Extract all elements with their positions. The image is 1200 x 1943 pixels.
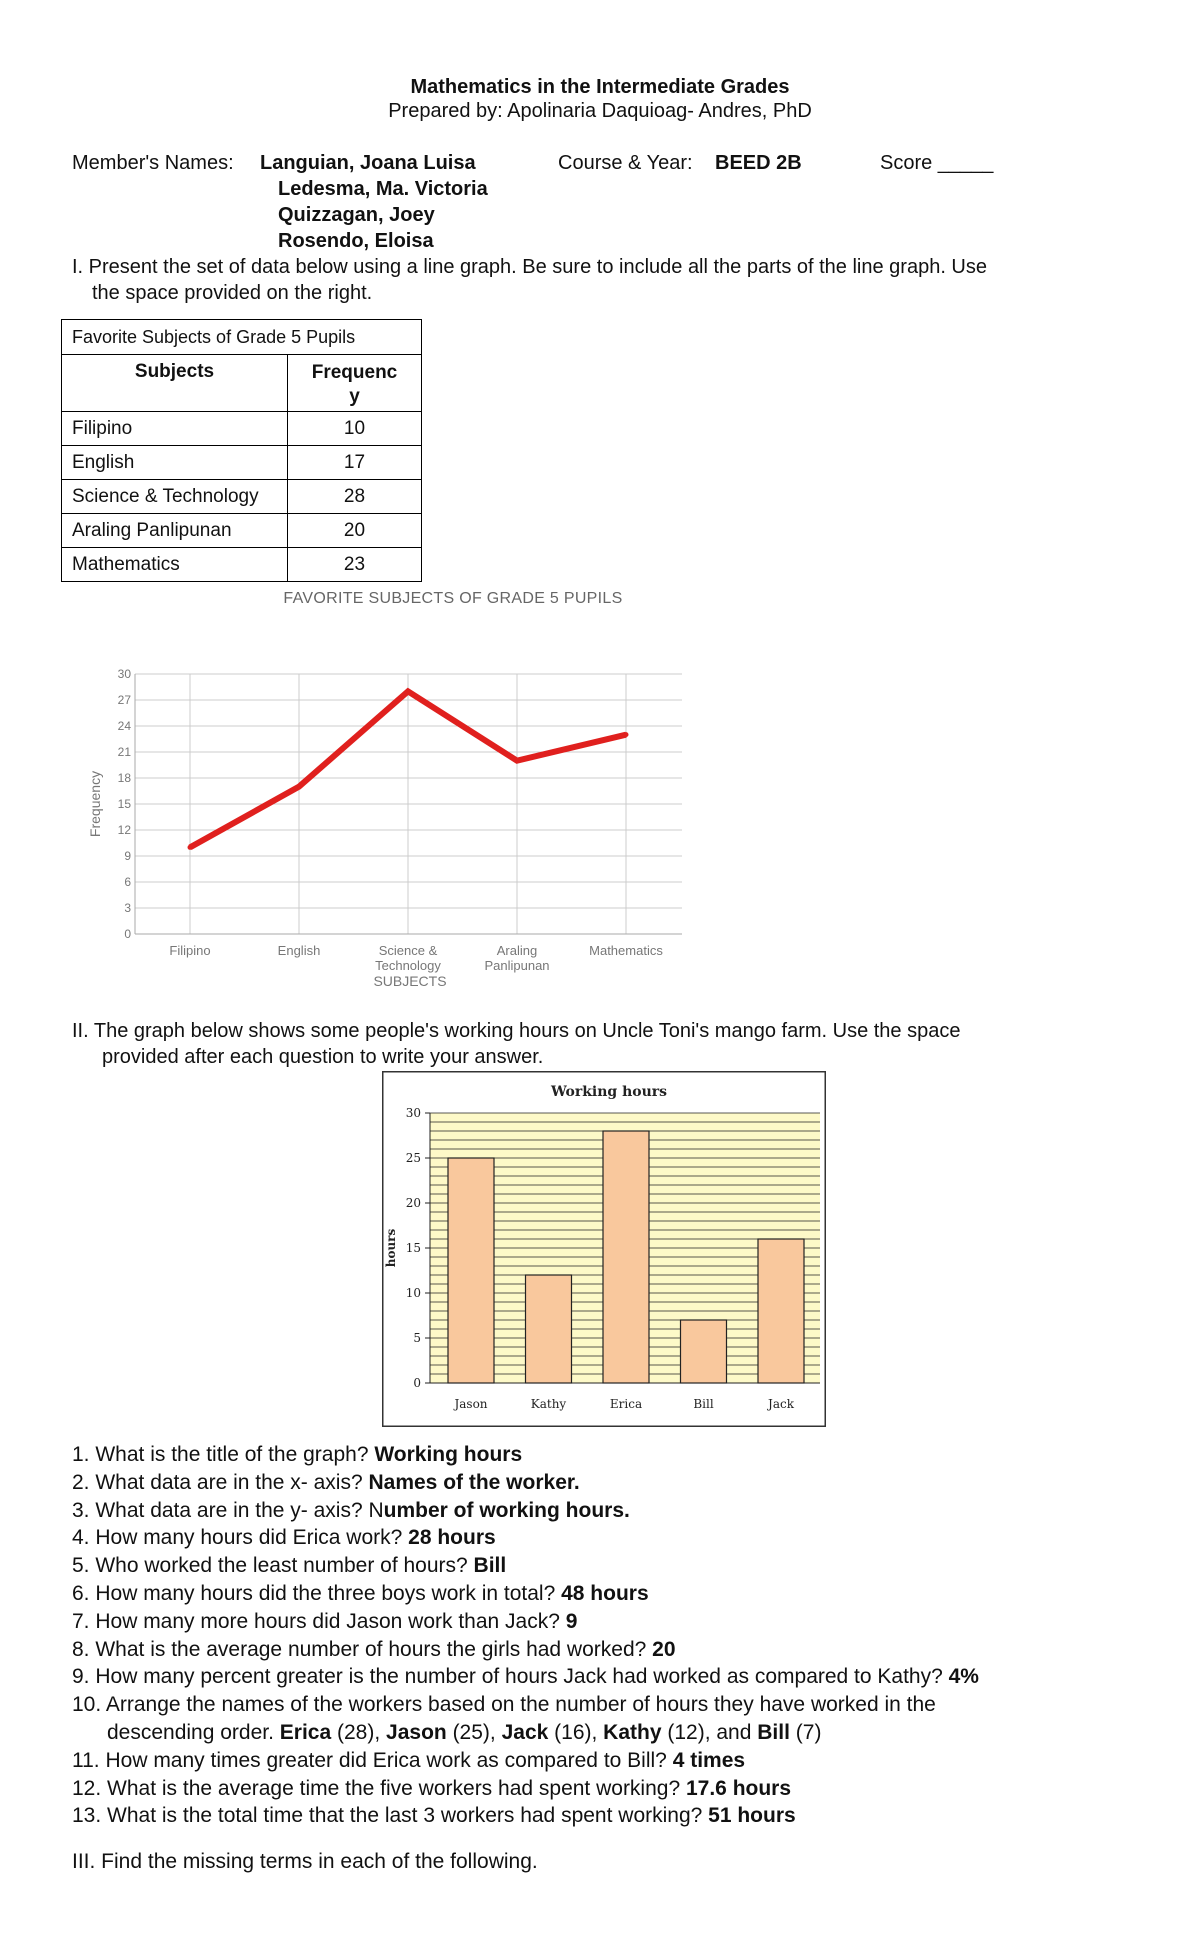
list-item [72, 1691, 1182, 1719]
answer-text: Bill [473, 1554, 507, 1578]
answer-value: (28), [331, 1720, 387, 1744]
list-item [72, 1441, 1182, 1469]
y-axis-label: hours [384, 1228, 398, 1268]
list-item [72, 1775, 1182, 1803]
bar [758, 1239, 804, 1383]
table-row [62, 514, 422, 548]
table-cell-frequency: 10 [288, 412, 422, 446]
part2-instruction-line1: II. The graph below shows some people's working hours on Uncle Toni's mango farm. Use the space [72, 1020, 961, 1042]
x-tick-label: Jason [454, 1397, 488, 1411]
answer-text: 4% [948, 1665, 979, 1689]
frequency-header-part1: Frequenc [311, 362, 398, 383]
answer-text: 17.6 hours [685, 1776, 792, 1800]
list-item [72, 1747, 1182, 1775]
y-tick-label: 15 [405, 1241, 421, 1255]
list-item [72, 1524, 1182, 1552]
answer-name: Jason [386, 1720, 447, 1744]
x-tick-label: Bill [693, 1397, 714, 1411]
y-tick-label: 0 [413, 1376, 421, 1390]
y-tick-label: 30 [117, 667, 131, 681]
y-tick-label: 0 [124, 927, 131, 941]
x-tick-label: Panlipunan [484, 958, 550, 973]
list-item [72, 1802, 1182, 1830]
question-text: 5. Who worked the least number of hours? [72, 1554, 474, 1578]
x-tick-label: Araling [496, 943, 538, 958]
table-cell-subject: Science & Technology [62, 480, 288, 514]
answer-value: (7) [789, 1720, 822, 1744]
table-header-frequency [288, 355, 422, 412]
table-cell-subject: English [62, 446, 288, 480]
question-list [72, 1441, 1182, 1830]
answer-text: Names of the worker. [368, 1470, 580, 1494]
table-cell-frequency: 23 [288, 548, 422, 582]
answer-text: 9 [565, 1609, 578, 1633]
bar-chart [382, 1071, 826, 1427]
course-label: Course & Year: [558, 152, 693, 174]
favorite-subjects-table [61, 319, 422, 582]
question-text: 1. What is the title of the graph? [72, 1443, 375, 1466]
bar [681, 1320, 727, 1383]
x-tick-label: Technology [375, 958, 441, 973]
y-tick-label: 12 [117, 823, 131, 837]
prepared-by: Prepared by: Apolinaria Daquioag- Andres, PhD [388, 100, 812, 122]
answer-name: Erica [279, 1720, 332, 1744]
members-label: Member's Names: [72, 152, 234, 174]
course-value: BEED 2B [715, 152, 802, 174]
question-text: 4. How many hours did Erica work? [72, 1526, 409, 1550]
question-text: 3. What data are in the y- axis? N [72, 1498, 384, 1522]
question-text: 11. How many times greater did Erica work as compared to Bill? [72, 1748, 673, 1772]
answer-text: 28 hours [408, 1526, 496, 1550]
answer-value: (25), [446, 1720, 502, 1744]
list-item-continuation [72, 1719, 1182, 1747]
table-row [62, 480, 422, 514]
member-name-1: Languian, Joana Luisa [260, 152, 476, 174]
y-tick-label: 20 [405, 1196, 421, 1210]
question-text: 9. How many percent greater is the number of hours Jack had worked as compared to Kathy? [72, 1665, 949, 1689]
bar [526, 1275, 572, 1383]
question-text: 10. Arrange the names of the workers based on the number of hours they have worked in the [72, 1693, 936, 1717]
x-tick-label: Kathy [530, 1397, 567, 1411]
answer-name: Kathy [603, 1720, 662, 1744]
y-tick-label: 30 [405, 1106, 421, 1120]
answer-text: 51 hours [708, 1804, 796, 1828]
member-name-2: Ledesma, Ma. Victoria [278, 178, 488, 200]
y-axis-label: Frequency [87, 770, 103, 838]
list-item [72, 1469, 1182, 1497]
question-text: 7. How many more hours did Jason work than Jack? [72, 1609, 566, 1633]
part2-instruction-line2: provided after each question to write your answer. [102, 1046, 544, 1068]
answer-name: Bill [757, 1720, 790, 1744]
line-chart-title: FAVORITE SUBJECTS OF GRADE 5 PUPILS [283, 590, 623, 607]
member-name-4: Rosendo, Eloisa [278, 230, 434, 252]
table-cell-frequency: 17 [288, 446, 422, 480]
table-cell-subject: Filipino [62, 412, 288, 446]
table-cell-frequency: 28 [288, 480, 422, 514]
list-item [72, 1608, 1182, 1636]
list-item [72, 1580, 1182, 1608]
x-tick-label: Erica [609, 1397, 643, 1411]
y-tick-label: 21 [117, 745, 131, 759]
bar [448, 1158, 494, 1383]
answer-value: (16), [548, 1720, 604, 1744]
y-tick-label: 15 [117, 797, 131, 811]
list-item [72, 1497, 1182, 1525]
table-row [62, 548, 422, 582]
question-text: 12. What is the average time the five workers had spent working? [72, 1776, 686, 1800]
x-tick-label: Mathematics [589, 943, 663, 958]
table-cell-subject: Mathematics [62, 548, 288, 582]
question-text: 8. What is the average number of hours the girls had worked? [72, 1637, 653, 1661]
line-chart [70, 650, 710, 990]
y-tick-label: 3 [124, 901, 131, 915]
bar-chart-title: Working hours [550, 1084, 668, 1100]
y-tick-label: 10 [405, 1286, 421, 1300]
y-tick-label: 6 [124, 875, 131, 889]
answer-prefix: descending order. [107, 1720, 280, 1744]
part1-instruction-line1: I. Present the set of data below using a line graph. Be sure to include all the parts of the line graph. Use [72, 256, 987, 278]
y-tick-label: 9 [124, 849, 131, 863]
list-item [72, 1636, 1182, 1664]
x-tick-label: Jack [768, 1397, 794, 1411]
x-tick-label: Science & [378, 943, 438, 958]
y-tick-label: 24 [117, 719, 131, 733]
data-point [515, 758, 520, 763]
document-title: Mathematics in the Intermediate Grades [410, 76, 790, 98]
x-tick-label: Filipino [169, 943, 211, 958]
question-text: 6. How many hours did the three boys work in total? [72, 1581, 562, 1605]
table-row [62, 446, 422, 480]
y-tick-label: 5 [413, 1331, 421, 1345]
y-tick-label: 18 [117, 771, 131, 785]
part1-instruction-line2: the space provided on the right. [92, 282, 373, 304]
answer-text: umber of working hours. [383, 1498, 630, 1522]
table-cell-subject: Araling Panlipunan [62, 514, 288, 548]
bar [603, 1131, 649, 1383]
member-name-3: Quizzagan, Joey [278, 204, 435, 226]
part3-instruction: III. Find the missing terms in each of the following. [72, 1850, 538, 1873]
answer-text: 48 hours [561, 1581, 649, 1605]
data-point [188, 845, 193, 850]
table-row [62, 412, 422, 446]
frequency-header-part2: y [349, 386, 360, 407]
y-tick-label: 25 [405, 1151, 421, 1165]
answer-value: (12), and [661, 1720, 758, 1744]
answer-text: 20 [652, 1637, 676, 1661]
x-tick-label: English [277, 943, 321, 958]
list-item [72, 1663, 1182, 1691]
data-point [406, 689, 411, 694]
data-point [297, 784, 302, 789]
data-point [624, 732, 629, 737]
answer-text: 4 times [672, 1748, 746, 1772]
y-tick-label: 27 [117, 693, 131, 707]
score-label: Score _____ [880, 152, 994, 174]
table-caption: Favorite Subjects of Grade 5 Pupils [62, 320, 422, 355]
table-header-subjects: Subjects [62, 355, 288, 412]
table-cell-frequency: 20 [288, 514, 422, 548]
question-text: 13. What is the total time that the last 3 workers had spent working? [72, 1804, 709, 1828]
answer-text: Working hours [374, 1443, 523, 1466]
answer-name: Jack [501, 1720, 549, 1744]
list-item [72, 1552, 1182, 1580]
question-text: 2. What data are in the x- axis? [72, 1470, 369, 1494]
x-axis-label: SUBJECTS [373, 973, 447, 989]
